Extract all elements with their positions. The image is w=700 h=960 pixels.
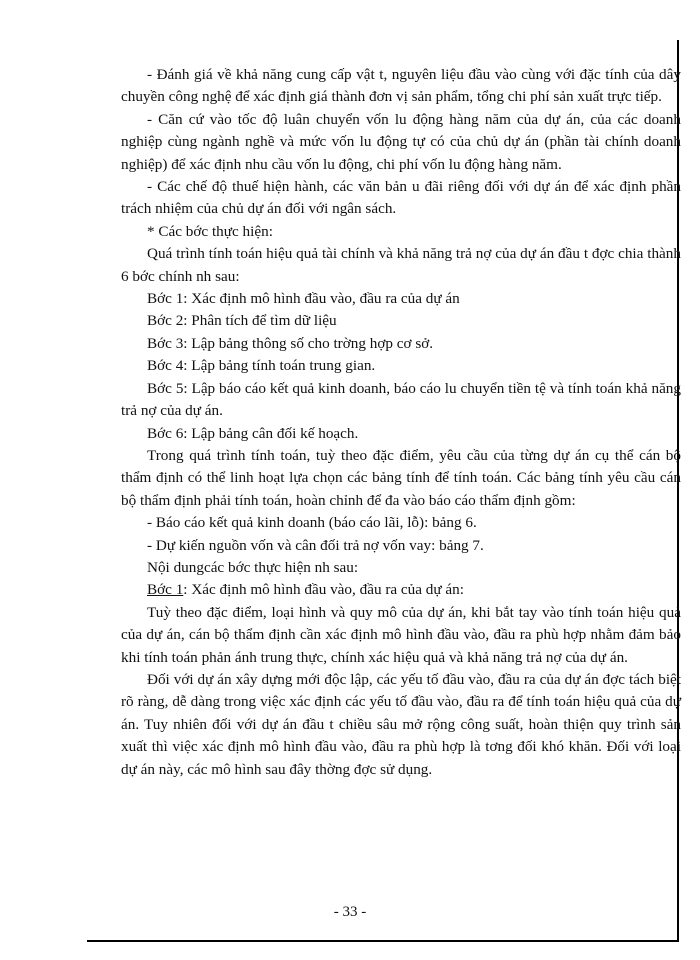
paragraph-2: - Căn cứ vào tốc độ luân chuyển vốn lu động hàng năm của dự án, của các doanh nghiệp cùng ngành nghề và mức vốn lu động tự có của chủ dự án (phần tài chính doanh nghiệp) để xác định nhu cầu vốn lu động, chi phí vốn lu động hàng năm. xyxy=(121,110,681,173)
steps-heading: * Các bớc thực hiện: xyxy=(147,222,273,240)
step-6: Bớc 6: Lập bảng cân đối kế hoạch. xyxy=(147,424,359,442)
paragraph-7: Đối với dự án xây dựng mới độc lập, các yếu tố đầu vào, đầu ra của dự án đợc tách biệt rõ ràng, dễ dàng trong việc xác định các yếu tố đầu vào, đầu ra để tính toán hiệu quả của dự án. Tuy nhiên đối với dự án đầu t chiều sâu mở rộng công suất, hoàn thiện quy trình sản xuất thì việc xác định mô hình đầu vào, đầu ra phù hợp là tơng đối khó khăn. Đối với loại dự án này, các mô hình sau đây thờng đợc sử dụng. xyxy=(121,670,681,778)
step-1-title: : Xác định mô hình đầu vào, đầu ra của dự án: xyxy=(183,581,464,599)
step-2: Bớc 2: Phân tích để tìm dữ liệu xyxy=(147,312,337,330)
list-item-funding: - Dự kiến nguồn vốn và cân đối trả nợ vốn vay: bảng 7. xyxy=(147,536,484,554)
list-item-report: - Báo cáo kết quả kinh doanh (báo cáo lãi, lỗ): bảng 6. xyxy=(147,514,477,532)
page-number: - 33 - xyxy=(333,904,367,920)
step-1-heading xyxy=(121,579,681,601)
paragraph-6: Tuỳ theo đặc điểm, loại hình và quy mô của dự án, khi bắt tay vào tính toán hiệu quả của dự án, cán bộ thẩm định cần xác định mô hình đầu vào, đầu ra phù hợp nhằm đảm bảo khi tính toán phản ánh trung thực, chính xác hiệu quả và khả năng trả nợ của dự án. xyxy=(121,603,681,666)
paragraph-1: - Đánh giá về khả năng cung cấp vật t, nguyên liệu đầu vào cùng với đặc tính của dây chuyền công nghệ để xác định giá thành đơn vị sản phẩm, tổng chi phí sản xuất trực tiếp. xyxy=(121,66,681,106)
steps-content-heading: Nội dungcác bớc thực hiện nh sau: xyxy=(147,558,359,576)
step-3: Bớc 3: Lập bảng thông số cho trờng hợp cơ sở. xyxy=(147,334,434,352)
paragraph-3: - Các chế độ thuế hiện hành, các văn bản u đãi riêng đối với dự án để xác định phần trách nhiệm của chủ dự án đối với ngân sách. xyxy=(121,178,681,218)
document-body xyxy=(121,64,681,781)
step-4: Bớc 4: Lập bảng tính toán trung gian. xyxy=(147,357,376,375)
step-1: Bớc 1: Xác định mô hình đầu vào, đầu ra của dự án xyxy=(147,290,460,308)
paragraph-5: Trong quá trình tính toán, tuỳ theo đặc điểm, yêu cầu của từng dự án cụ thể cán bộ thẩm định có thể linh hoạt lựa chọn các bảng tính để tính toán. Các bảng tính yêu cầu cán bộ thẩm định phải tính toán, hoàn chỉnh để đa vào báo cáo thẩm định gồm: xyxy=(121,446,681,509)
paragraph-4: Quá trình tính toán hiệu quả tài chính và khả năng trả nợ của dự án đầu t đợc chia thành 6 bớc chính nh sau: xyxy=(121,245,681,285)
step-1-label: Bớc 1 xyxy=(147,581,184,599)
step-5: Bớc 5: Lập báo cáo kết quả kinh doanh, báo cáo lu chuyển tiền tệ và tính toán khả năng trả nợ của dự án. xyxy=(121,379,681,420)
